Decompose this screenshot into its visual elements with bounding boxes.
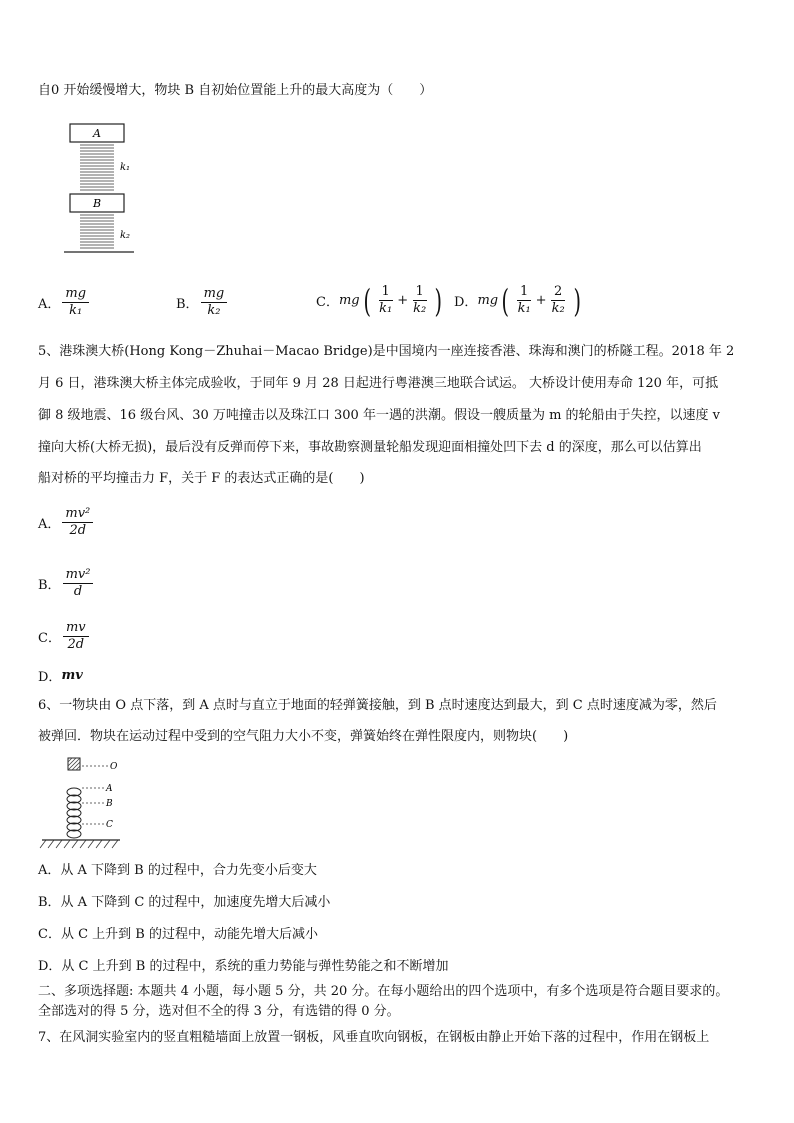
q6-option-a[interactable]: A．从 A 下降到 B 的过程中，合力先变小后变大 xyxy=(38,863,317,878)
q4-option-b[interactable]: B． $\frac{mg}{\text{k₂}}$ xyxy=(176,286,229,319)
q5-option-b[interactable]: B． $\frac{\text{mv²}}{d}$ xyxy=(38,567,95,600)
q5-option-c[interactable]: C． $\frac{mv}{2d}$ xyxy=(38,620,91,653)
point-a-label: A xyxy=(106,784,113,794)
q4-stem-tail: 自0 开始缓慢增大，物块 B 自初始位置能上升的最大高度为（ ） xyxy=(38,83,433,98)
block-a-label: A xyxy=(93,127,101,140)
q6-spring-figure xyxy=(38,756,138,852)
q5-line-4: 撞向大桥(大桥无损)，最后没有反弹而停下来，事故勘察测量轮船发现迎面相撞处凹下去 d 的深度，那么可以估算出 xyxy=(38,440,702,455)
spring-k1 xyxy=(80,145,114,190)
q6-option-d[interactable]: D．从 C 上升到 B 的过程中，系统的重力势能与弹性势能之和不断增加 xyxy=(38,959,449,974)
q5-line-5: 船对桥的平均撞击力 F，关于 F 的表达式正确的是( ) xyxy=(38,471,365,486)
section-2-heading: 二、多项选择题: 本题共 4 小题，每小题 5 分，共 20 分。在每小题给出的四个选项中，有多个选项是符合题目要求的。 xyxy=(38,984,729,999)
spring-k1-label: k₁ xyxy=(120,162,131,173)
spring-k2-label: k₂ xyxy=(120,230,131,241)
q5-option-d[interactable]: D． mv xyxy=(38,668,83,685)
q5-option-a[interactable]: A． $\frac{\text{mv²}}{2d}$ xyxy=(38,506,95,539)
q4-option-d[interactable]: D． mg ( $\frac{1}{\text{k₁}}$ + $\frac{2}{\text{k₂}}$ ) xyxy=(454,281,581,320)
q6-option-c[interactable]: C．从 C 上升到 B 的过程中，动能先增大后减小 xyxy=(38,927,318,942)
q4-spring-figure xyxy=(60,118,150,258)
point-o-label: O xyxy=(110,762,118,772)
q7-line-1: 7、在风洞实验室内的竖直粗糙墙面上放置一钢板，风垂直吹向钢板，在钢板由静止开始下落的过程中，作用在钢板上 xyxy=(38,1030,710,1045)
q6-option-b[interactable]: B．从 A 下降到 C 的过程中，加速度先增大后减小 xyxy=(38,895,331,910)
q4-option-a[interactable]: A． $\frac{mg}{\text{k₁}}$ xyxy=(38,286,91,319)
coil-spring xyxy=(67,788,81,838)
point-c-label: C xyxy=(106,820,113,830)
section-2-scoring: 全部选对的得 5 分，选对但不全的得 3 分，有选错的得 0 分。 xyxy=(38,1004,400,1019)
q6-line-2: 被弹回．物块在运动过程中受到的空气阻力大小不变，弹簧始终在弹性限度内，则物块( ) xyxy=(38,729,569,744)
point-b-label: B xyxy=(106,799,113,809)
q5-line-3: 御 8 级地震、16 级台风、30 万吨撞击以及珠江口 300 年一遇的洪潮。假设一艘质量为 m 的轮船由于失控，以速度 v xyxy=(38,408,721,423)
block-b-label: B xyxy=(92,197,102,210)
spring-k2 xyxy=(80,215,114,248)
q4-option-c[interactable]: C． mg ( $\frac{1}{\text{k₁}}$ + $\frac{1}{\text{k₂}}$ ) xyxy=(316,281,443,320)
q6-line-1: 6、一物块由 O 点下落，到 A 点时与直立于地面的轻弹簧接触，到 B 点时速度达到最大，到 C 点时速度减为零，然后 xyxy=(38,698,717,713)
q5-line-2: 月 6 日，港珠澳大桥主体完成验收，于同年 9 月 28 日起进行粤港澳三地联合试运。 大桥设计使用寿命 120 年，可抵 xyxy=(38,376,719,391)
q5-line-1: 5、港珠澳大桥(Hong Kong－Zhuhai－Macao Bridge)是中国境内一座连接香港、珠海和澳门的桥隧工程。2018 年 2 xyxy=(38,344,735,359)
